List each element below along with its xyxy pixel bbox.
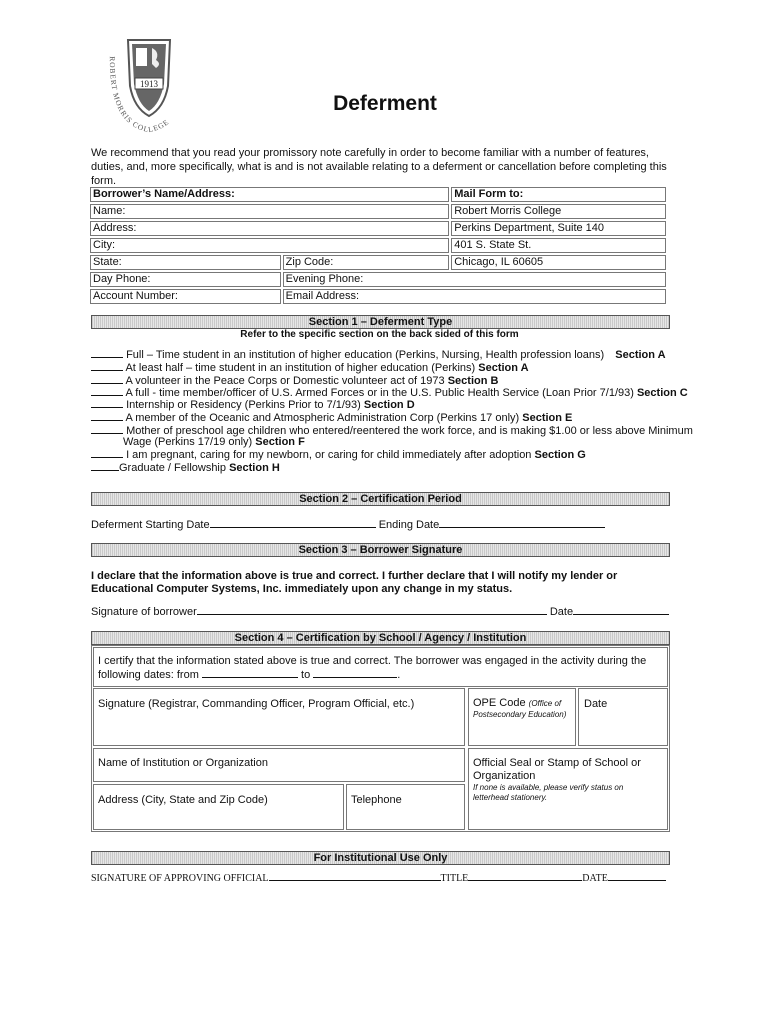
page-title: Deferment	[333, 92, 437, 115]
declaration-text: I declare that the information above is true and correct. I further declare that I will notify my lender or Educational Computer Systems, Inc. immediately upon any change in my status.	[91, 570, 618, 595]
day-phone-field[interactable]: Day Phone:	[90, 272, 281, 287]
option-a-halftime[interactable]: At least half – time student in an institution of higher education (Perkins) Section A	[91, 361, 529, 375]
approving-signature-line[interactable]	[269, 871, 441, 881]
option-f-continued: Wage (Perkins 17/19 only) Section F	[123, 436, 305, 448]
to-date-line[interactable]	[313, 668, 397, 678]
state-field[interactable]: State:	[90, 255, 281, 270]
svg-text:ROBERT MORRIS COLLEGE: ROBERT MORRIS COLLEGE	[107, 56, 171, 135]
checkbox-blank[interactable]	[91, 386, 123, 396]
option-d-internship[interactable]: Internship or Residency (Perkins Prior to 7/1/93) Section D	[91, 398, 415, 412]
option-b-volunteer[interactable]: A volunteer in the Peace Corps or Domestic volunteer act of 1973 Section B	[91, 374, 498, 388]
svg-text:1913: 1913	[140, 79, 158, 89]
borrower-signature-line[interactable]	[197, 605, 547, 615]
checkbox-blank[interactable]	[91, 374, 123, 384]
evening-phone-field[interactable]: Evening Phone:	[283, 272, 666, 287]
checkbox-blank[interactable]	[91, 461, 119, 471]
borrower-signature-row: Signature of borrower Date	[91, 605, 669, 619]
end-date-line[interactable]	[439, 518, 605, 528]
ope-code-box[interactable]: OPE Code (Office of Postsecondary Education)	[468, 688, 576, 746]
mail-line-4: Chicago, IL 60605	[451, 255, 666, 270]
option-c-armed-forces[interactable]: A full - time member/officer of U.S. Armed Forces or in the U.S. Public Health Service (Loan Prior 7/1/93) Section C	[91, 386, 688, 400]
section-2-header: Section 2 – Certification Period	[91, 492, 670, 506]
zip-field[interactable]: Zip Code:	[283, 255, 450, 270]
mail-header: Mail Form to:	[451, 187, 666, 202]
checkbox-blank[interactable]	[91, 411, 123, 421]
start-date-line[interactable]	[210, 518, 376, 528]
institution-address-box[interactable]: Address (City, State and Zip Code)	[93, 784, 344, 830]
checkbox-blank[interactable]	[91, 398, 123, 408]
approval-row: SIGNATURE OF APPROVING OFFICIAL TITLE DATE	[91, 871, 666, 885]
checkbox-blank[interactable]	[91, 448, 123, 458]
approving-title-line[interactable]	[468, 871, 582, 881]
option-a-fulltime[interactable]: Full – Time student in an institution of higher education (Perkins, Nursing, Health profession loans) Section A	[91, 348, 666, 362]
section-3-header: Section 3 – Borrower Signature	[91, 543, 670, 557]
section-1-header: Section 1 – Deferment Type	[91, 315, 670, 329]
option-e-oceanic[interactable]: A member of the Oceanic and Atmospheric Administration Corp (Perkins 17 only) Section E	[91, 411, 572, 425]
option-h-graduate[interactable]: Graduate / Fellowship Section H	[91, 461, 280, 475]
institution-name-box[interactable]: Name of Institution or Organization	[93, 748, 465, 782]
borrower-date-line[interactable]	[573, 605, 669, 615]
official-signature-box[interactable]: Signature (Registrar, Commanding Officer, Program Official, etc.)	[93, 688, 465, 746]
account-number-field[interactable]: Account Number:	[90, 289, 281, 304]
institutional-use-header: For Institutional Use Only	[91, 851, 670, 865]
email-field[interactable]: Email Address:	[283, 289, 666, 304]
college-seal-logo	[98, 34, 194, 138]
approving-date-line[interactable]	[608, 871, 666, 881]
checkbox-blank[interactable]	[91, 361, 123, 371]
city-field[interactable]: City:	[90, 238, 449, 253]
section-1-subtitle: Refer to the specific section on the back sided of this form	[240, 329, 519, 340]
checkbox-blank[interactable]	[91, 348, 123, 358]
section-4-header: Section 4 – Certification by School / Agency / Institution	[91, 631, 670, 645]
from-date-line[interactable]	[202, 668, 298, 678]
borrower-header: Borrower’s Name/Address:	[90, 187, 449, 202]
certify-box: I certify that the information stated above is true and correct. The borrower was engaged in the activity during the following dates: from to .	[93, 647, 668, 687]
certification-period-row: Deferment Starting Date Ending Date	[91, 518, 605, 532]
intro-text: We recommend that you read your promissory note carefully in order to become familiar with a number of features, duties, and, more specifically, what is and is not available relating to a deferment or cancellation before completing this form.	[91, 147, 667, 187]
official-seal-box[interactable]: Official Seal or Stamp of School or Organization If none is available, please verify status on letterhead stationery.	[468, 748, 668, 830]
official-date-box[interactable]: Date	[578, 688, 668, 746]
address-field[interactable]: Address:	[90, 221, 449, 236]
mail-line-1: Robert Morris College	[451, 204, 666, 219]
name-field[interactable]: Name:	[90, 204, 449, 219]
borrower-info-table	[88, 185, 668, 306]
institution-telephone-box[interactable]: Telephone	[346, 784, 465, 830]
option-f-mother[interactable]: Mother of preschool age children who entered/reentered the work force, and is making $1.00 or less above Minimum	[91, 424, 693, 438]
mail-line-2: Perkins Department, Suite 140	[451, 221, 666, 236]
mail-line-3: 401 S. State St.	[451, 238, 666, 253]
checkbox-blank[interactable]	[91, 424, 123, 434]
option-g-pregnant[interactable]: I am pregnant, caring for my newborn, or caring for child immediately after adoption Section G	[91, 448, 586, 462]
